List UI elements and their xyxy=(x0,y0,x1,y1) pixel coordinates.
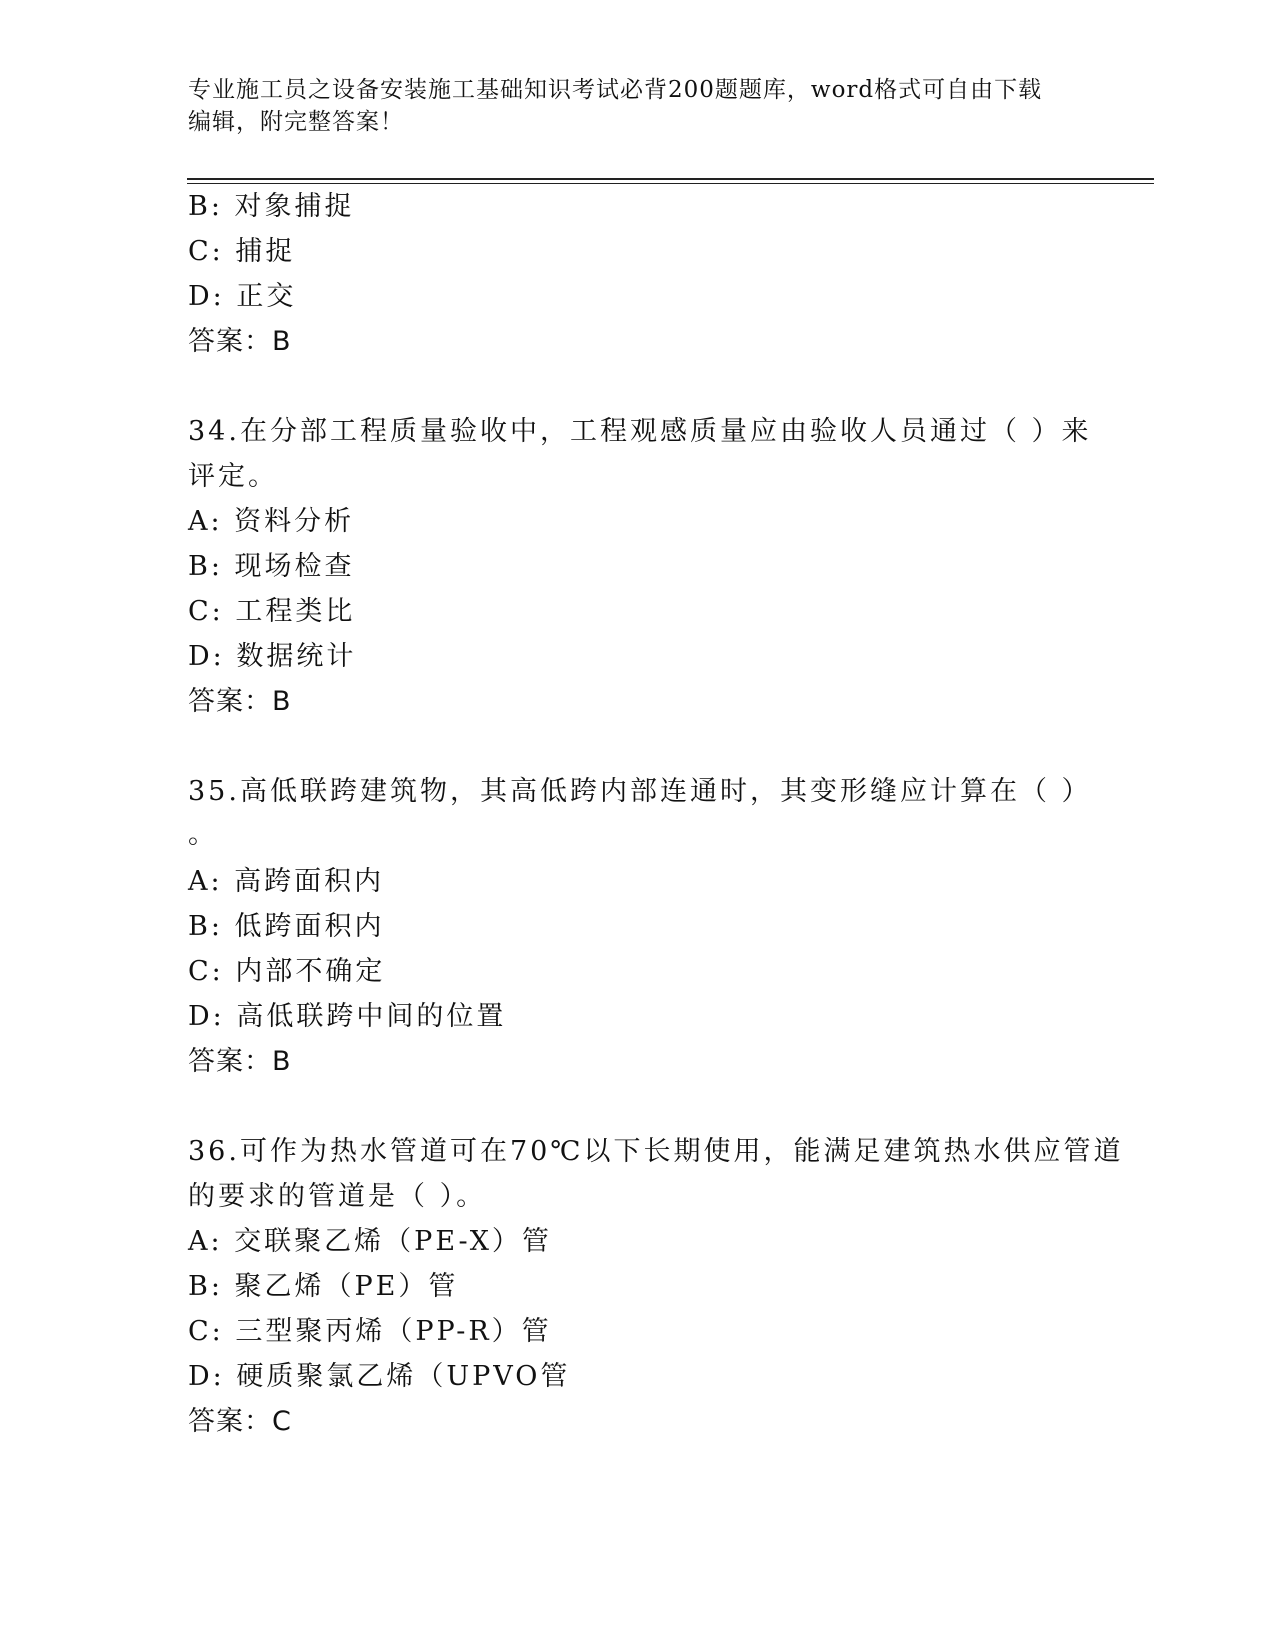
q34-option-c: C: 工程类比 xyxy=(188,596,356,627)
q34-option-d: D: 数据统计 xyxy=(188,641,357,672)
q34-answer: 答案：B xyxy=(188,686,292,717)
q36-stem-line-1: 36.可作为热水管道可在70℃以下长期使用，能满足建筑热水供应管道 xyxy=(188,1136,1124,1167)
q35-option-b: B: 低跨面积内 xyxy=(188,911,385,942)
q34-option-a: A: 资料分析 xyxy=(188,506,355,537)
q35-option-d: D: 高低联跨中间的位置 xyxy=(188,1001,507,1032)
q35-stem-line-1: 35.高低联跨建筑物，其高低跨内部连通时，其变形缝应计算在（ ） xyxy=(188,776,1092,807)
q36-answer: 答案：C xyxy=(188,1406,292,1437)
document-title-line-2: 编辑，附完整答案！ xyxy=(188,109,404,135)
q35-answer: 答案：B xyxy=(188,1046,292,1077)
header-rule-thin xyxy=(187,183,1154,184)
q33-option-d: D: 正交 xyxy=(188,281,297,312)
q36-option-c: C: 三型聚丙烯（PP-R）管 xyxy=(188,1316,552,1347)
q34-stem-line-1: 34.在分部工程质量验收中，工程观感质量应由验收人员通过（ ）来 xyxy=(188,416,1092,447)
q36-option-b: B: 聚乙烯（PE）管 xyxy=(188,1271,459,1302)
q34-option-b: B: 现场检查 xyxy=(188,551,355,582)
q35-option-a: A: 高跨面积内 xyxy=(188,866,385,897)
q36-option-a: A: 交联聚乙烯（PE-X）管 xyxy=(188,1226,552,1257)
q33-answer: 答案：B xyxy=(188,326,292,357)
q36-option-d: D: 硬质聚氯乙烯（UPVO管 xyxy=(188,1361,571,1392)
document-header xyxy=(188,74,1068,138)
q34-stem-line-2: 评定。 xyxy=(188,461,278,492)
header-rule-thick xyxy=(187,178,1154,180)
document-title-line-1: 专业施工员之设备安装施工基础知识考试必背200题题库，word格式可自由下载 xyxy=(188,77,1043,103)
q35-stem-line-2: 。 xyxy=(188,819,218,850)
q35-option-c: C: 内部不确定 xyxy=(188,956,386,987)
q33-option-b: B: 对象捕捉 xyxy=(188,191,355,222)
q36-stem-line-2: 的要求的管道是（ ）。 xyxy=(188,1181,487,1212)
q33-option-c: C: 捕捉 xyxy=(188,236,296,267)
